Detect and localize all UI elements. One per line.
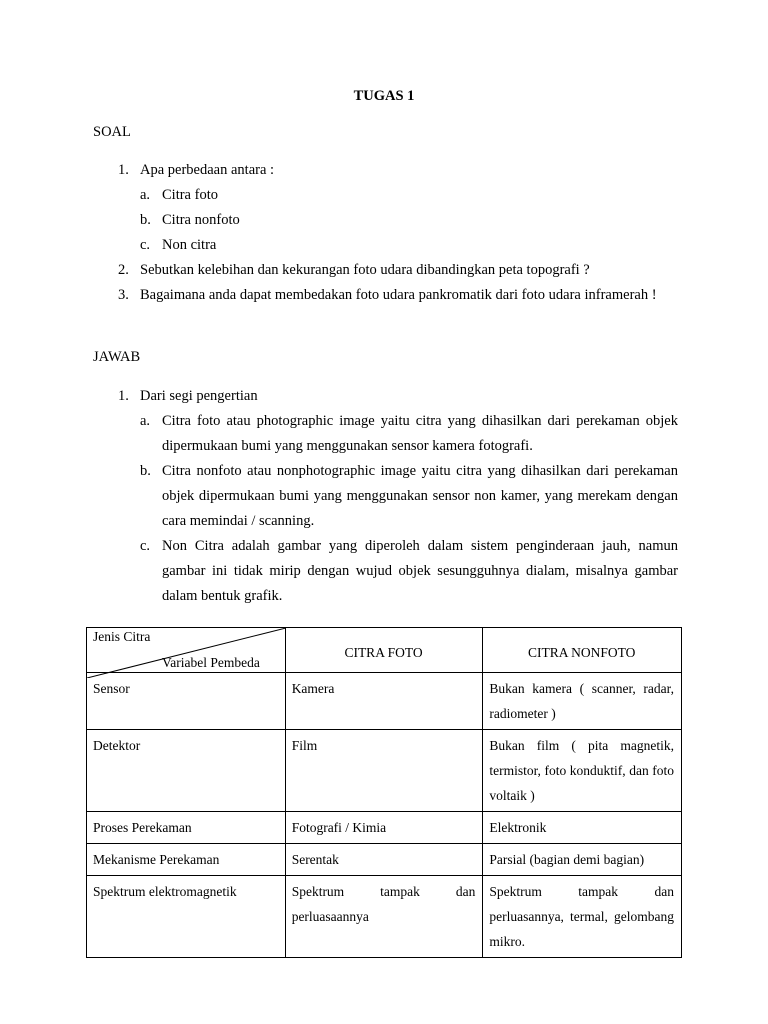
sub-item-text: Citra foto [162, 187, 218, 203]
question-1 [118, 158, 678, 258]
sub-item-text: Non citra [162, 237, 217, 253]
sub-item-letter: c. [140, 237, 151, 253]
answer-list [118, 384, 678, 609]
cell-foto: Spektrum tampak dan perluasaannya [285, 876, 483, 958]
cell-nonfoto: Elektronik [483, 812, 682, 844]
sub-item-text: Citra nonfoto atau nonphotographic image yaitu citra yang dihasilkan dari perekaman objek dipermukaan bumi yang menggunakan sensor non kamer, yang merekam dengan cara memindai / scanning. [162, 463, 678, 529]
sub-item-letter: c. [140, 538, 151, 554]
sub-item [140, 459, 678, 534]
sub-item-letter: b. [140, 463, 151, 479]
cell-nonfoto: Spektrum tampak dan perluasannya, termal, gelombang mikro. [483, 876, 682, 958]
cell-variable: Proses Perekaman [87, 812, 286, 844]
question-1-sublist [140, 183, 678, 258]
sub-item-text: Citra foto atau photographic image yaitu citra yang dihasilkan dari perekaman objek dipermukaan bumi yang menggunakan sensor kamera fotografi. [162, 413, 678, 454]
question-number: 3. [118, 287, 129, 303]
answer-1 [118, 384, 678, 609]
answer-1-sublist [140, 409, 678, 609]
answer-text: Dari segi pengertian [140, 388, 258, 404]
table-corner-cell [87, 628, 286, 673]
table-row [87, 673, 682, 730]
cell-foto: Kamera [285, 673, 483, 730]
corner-label-top: Jenis Citra [93, 629, 151, 644]
cell-variable: Sensor [87, 673, 286, 730]
soal-heading: SOAL [93, 124, 131, 140]
question-2 [118, 258, 678, 283]
cell-nonfoto: Bukan film ( pita magnetik, termistor, foto konduktif, dan foto voltaik ) [483, 730, 682, 812]
sub-item [140, 534, 678, 609]
cell-foto: Serentak [285, 844, 483, 876]
question-text: Bagaimana anda dapat membedakan foto udara pankromatik dari foto udara inframerah ! [140, 287, 657, 303]
cell-variable: Detektor [87, 730, 286, 812]
question-text: Apa perbedaan antara : [140, 162, 275, 178]
sub-item-text: Non Citra adalah gambar yang diperoleh dalam sistem penginderaan jauh, namun gambar ini tidak mirip dengan wujud objek sesungguhnya dialam, misalnya gambar dalam bentuk grafik. [162, 538, 678, 604]
table-row [87, 876, 682, 958]
sub-item [140, 233, 678, 258]
column-header-nonfoto: CITRA NONFOTO [483, 628, 682, 673]
column-header-foto: CITRA FOTO [285, 628, 483, 673]
sub-item [140, 409, 678, 459]
corner-label-bottom: Variabel Pembeda [162, 655, 260, 670]
cell-foto: Film [285, 730, 483, 812]
cell-foto: Fotografi / Kimia [285, 812, 483, 844]
sub-item-letter: a. [140, 187, 151, 203]
jawab-heading: JAWAB [93, 349, 141, 365]
question-list [118, 158, 678, 308]
sub-item [140, 208, 678, 233]
sub-item-text: Citra nonfoto [162, 212, 240, 228]
document-title: TUGAS 1 [353, 88, 415, 104]
question-text: Sebutkan kelebihan dan kekurangan foto udara dibandingkan peta topografi ? [140, 262, 590, 278]
comparison-table [86, 627, 682, 958]
answer-number: 1. [118, 388, 129, 404]
question-number: 2. [118, 262, 129, 278]
table-row [87, 844, 682, 876]
cell-variable: Spektrum elektromagnetik [87, 876, 286, 958]
cell-variable: Mekanisme Perekaman [87, 844, 286, 876]
cell-nonfoto: Parsial (bagian demi bagian) [483, 844, 682, 876]
cell-nonfoto: Bukan kamera ( scanner, radar, radiometer ) [483, 673, 682, 730]
sub-item-letter: b. [140, 212, 151, 228]
question-number: 1. [118, 162, 129, 178]
table-row [87, 730, 682, 812]
table-header-row [87, 628, 682, 673]
sub-item-letter: a. [140, 413, 151, 429]
sub-item [140, 183, 678, 208]
question-3 [118, 283, 678, 308]
table-row [87, 812, 682, 844]
